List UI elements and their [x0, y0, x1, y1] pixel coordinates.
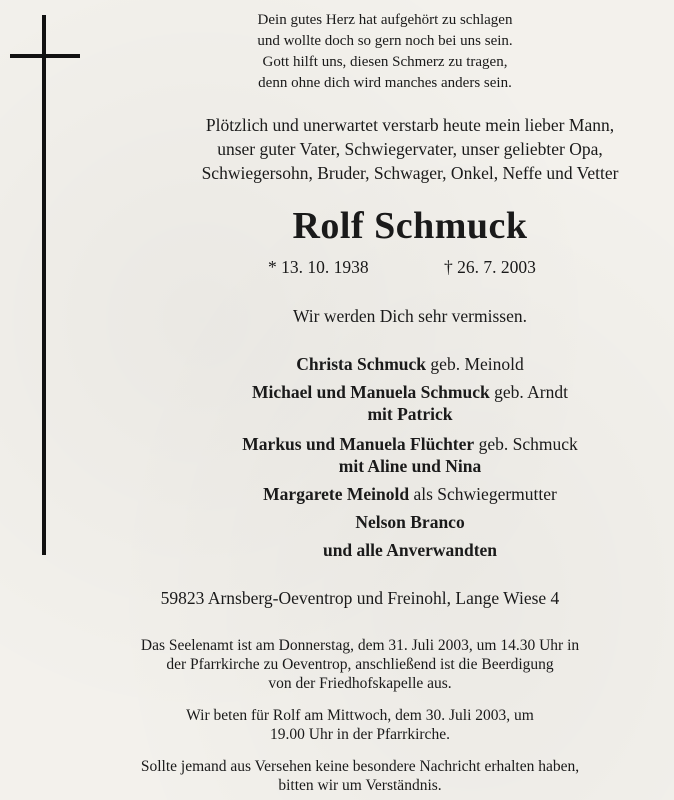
family-name: Markus und Manuela Flüchter: [242, 434, 475, 454]
family-note: geb. Arndt: [489, 382, 568, 402]
funeral-note: Das Seelenamt ist am Donnerstag, dem 31. Juli 2003, um 14.30 Uhr in: [140, 637, 580, 654]
intro-line: unser guter Vater, Schwiegervater, unser geliebter Opa,: [217, 139, 603, 159]
cross-icon: [42, 15, 46, 555]
poem-line: Gott hilft uns, diesen Schmerz zu tragen,: [262, 54, 508, 70]
prayer-note: 19.00 Uhr in der Pfarrkirche.: [270, 726, 450, 743]
family-line: [140, 402, 674, 426]
funeral-note: der Pfarrkirche zu Oeventrop, anschließend ist die Beerdigung: [166, 656, 554, 673]
prayer-note: Wir beten für Rolf am Mittwoch, dem 30. Juli 2003, um: [186, 707, 534, 724]
poem-line: Dein gutes Herz hat aufgehört zu schlagen: [257, 12, 513, 28]
death-date: † 26. 7. 2003: [444, 257, 536, 277]
family-note: geb. Schmuck: [474, 434, 578, 454]
closing-note: Sollte jemand aus Versehen keine besondere Nachricht erhalten haben,: [140, 758, 580, 775]
birth-date: * 13. 10. 1938: [268, 257, 369, 277]
poem-line: und wollte doch so gern noch bei uns sein.: [257, 33, 513, 49]
intro-line: Schwiegersohn, Bruder, Schwager, Onkel, Neffe und Vetter: [201, 163, 619, 183]
closing-note: bitten wir um Verständnis.: [278, 777, 442, 794]
family-line: [140, 538, 674, 562]
family-line: [140, 432, 674, 456]
family-name: und alle Anverwandten: [322, 540, 498, 560]
intro-line: Plötzlich und unerwartet verstarb heute mein lieber Mann,: [205, 115, 615, 135]
family-note: geb. Meinold: [426, 354, 524, 374]
funeral-note: von der Friedhofskapelle aus.: [268, 675, 452, 692]
miss-line: Wir werden Dich sehr vermissen.: [292, 306, 527, 326]
family-note: als Schwiegermutter: [409, 484, 557, 504]
family-name: mit Aline und Nina: [338, 456, 482, 476]
cross-icon-crossbar: [10, 54, 80, 58]
poem-line: denn ohne dich wird manches anders sein.: [258, 75, 512, 91]
family-line: [140, 482, 674, 506]
family-name: Michael und Manuela Schmuck: [251, 382, 490, 402]
family-name: Margarete Meinold: [263, 484, 410, 504]
family-name: Christa Schmuck: [296, 354, 427, 374]
family-line: [140, 380, 674, 404]
family-name: mit Patrick: [367, 404, 453, 424]
deceased-name: Rolf Schmuck: [292, 205, 528, 247]
family-line: [140, 454, 674, 478]
family-line: [140, 352, 674, 376]
address: 59823 Arnsberg-Oeventrop und Freinohl, Lange Wiese 4: [160, 588, 560, 608]
family-line: [140, 510, 674, 534]
family-name: Nelson Branco: [355, 512, 465, 532]
